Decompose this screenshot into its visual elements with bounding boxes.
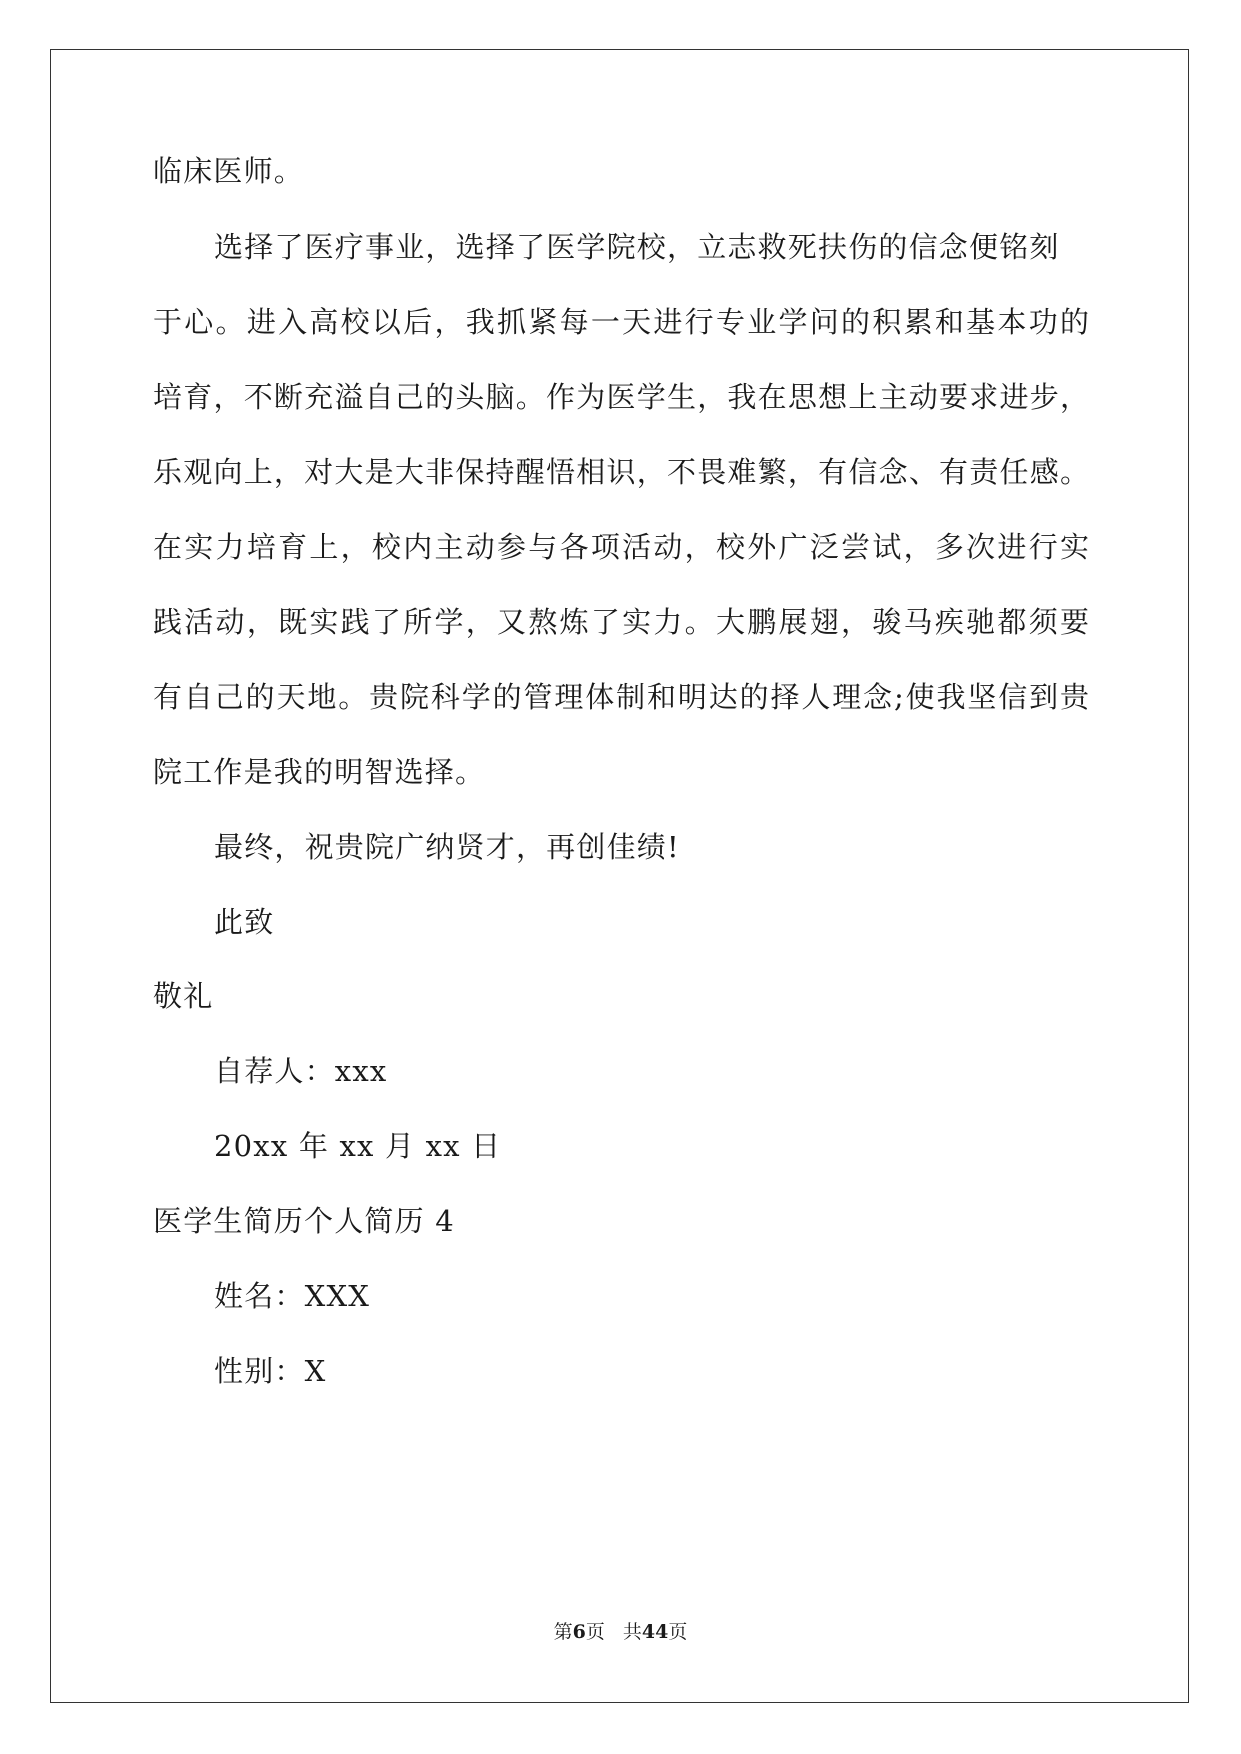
paragraph-line: 临床医师。 bbox=[153, 154, 305, 188]
page-footer bbox=[0, 1620, 1241, 1644]
date-line: 20xx 年 xx 月 xx 日 bbox=[214, 1129, 502, 1163]
salutation-ci-zhi: 此致 bbox=[214, 905, 275, 939]
paragraph-line: 选择了医疗事业，选择了医学院校，立志救死扶伤的信念便铭刻 bbox=[214, 230, 1060, 264]
page-suffix: 页 bbox=[585, 1621, 605, 1643]
paragraph-line: 院工作是我的明智选择。 bbox=[153, 755, 486, 789]
section-heading: 医学生简历个人简历 4 bbox=[153, 1204, 455, 1238]
total-pages: 44 bbox=[641, 1621, 669, 1643]
page-border bbox=[50, 49, 1189, 1703]
paragraph-line: 于心。进入高校以后，我抓紧每一天进行专业学问的积累和基本功的 bbox=[153, 305, 1089, 339]
paragraph-line: 践活动，既实践了所学，又熬炼了实力。大鹏展翅，骏马疾驰都须要 bbox=[153, 605, 1089, 639]
paragraph-line: 培育，不断充溢自己的头脑。作为医学生，我在思想上主动要求进步， bbox=[153, 380, 1089, 414]
paragraph-line: 乐观向上，对大是大非保持醒悟相识，不畏难繁，有信念、有责任感。 bbox=[153, 455, 1089, 489]
name-field: 姓名：XXX bbox=[214, 1279, 371, 1313]
page-prefix: 第 bbox=[553, 1621, 573, 1643]
paragraph-line: 有自己的天地。贵院科学的管理体制和明达的择人理念;使我坚信到贵 bbox=[153, 680, 1089, 714]
paragraph-line: 在实力培育上，校内主动参与各项活动，校外广泛尝试，多次进行实 bbox=[153, 530, 1089, 564]
salutation-jing-li: 敬礼 bbox=[153, 979, 214, 1013]
total-prefix: 共 bbox=[622, 1621, 642, 1643]
total-suffix: 页 bbox=[668, 1621, 688, 1643]
closing-wish: 最终，祝贵院广纳贤才，再创佳绩! bbox=[214, 830, 680, 864]
signature-line: 自荐人：xxx bbox=[214, 1054, 388, 1088]
page-number: 6 bbox=[572, 1621, 586, 1643]
gender-field: 性别：X bbox=[214, 1354, 327, 1388]
